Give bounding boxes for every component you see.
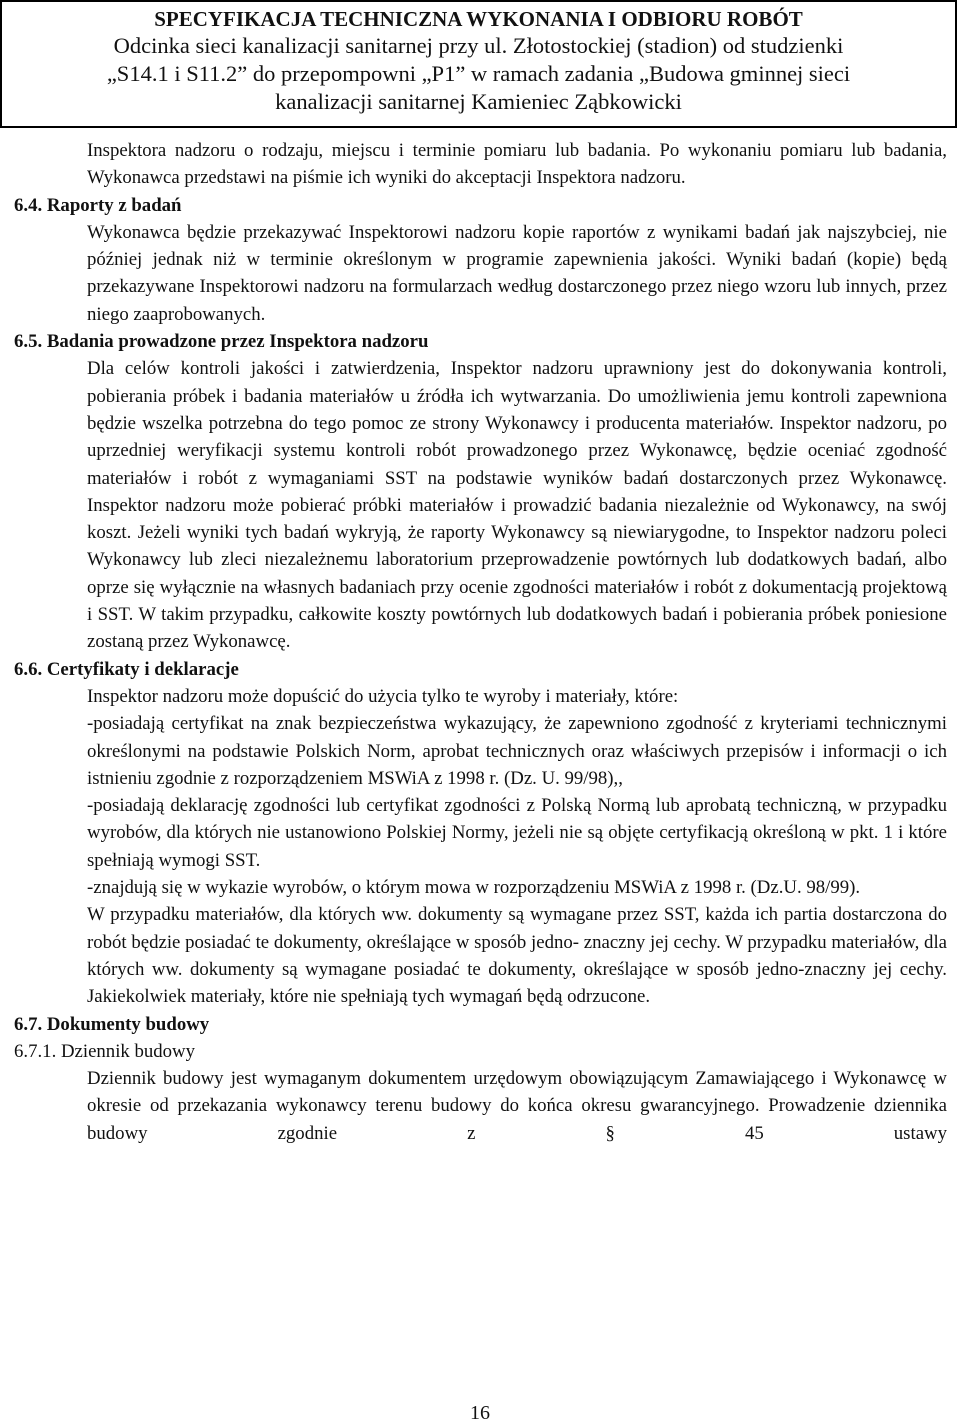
section-6-7-heading: 6.7. Dokumenty budowy (14, 1013, 210, 1035)
project-line-1: Odcinka sieci kanalizacji sanitarnej przy ul. Złotostockiej (stadion) od studzienki (113, 33, 844, 58)
section-6-6-item-1: -posiadają certyfikat na znak bezpieczeństwa wykazujący, że zapewniono zgodność z kryteriami technicznymi określonymi na podstawie Polskich Norm, aprobat technicznych oraz właściwych przepisów i informacji o ich istnieniu zgodnie z rozporządzeniem MSWiA z 1998 r. (Dz. U. 99/98),, (87, 713, 947, 789)
section-6-6-closing: W przypadku materiałów, dla których ww. dokumenty są wymagane przez SST, każda ich partia dostarczona do robót będzie posiadać te dokumenty, określające w sposób jedno- znaczny jej cechy. W przypadku materiałów, dla których ww. dokumenty są wymagane posiadać te dokumenty, określające w sposób jedno-znaczny jej cechy. Jakiekolwiek materiały, które nie spełniają tych wymagań będą odrzucone. (87, 904, 947, 1008)
intro-paragraph: Inspektora nadzoru o rodzaju, miejscu i terminie pomiaru lub badania. Po wykonaniu pomiaru lub badania, Wykonawca przedstawi na piśmie ich wyniki do akceptacji Inspektora nadzoru. (87, 140, 947, 189)
section-6-6-intro: Inspektor nadzoru może dopuścić do użycia tylko te wyroby i materiały, które: (87, 685, 679, 707)
spec-title: SPECYFIKACJA TECHNICZNA WYKONANIA I ODBIORU ROBÓT (154, 7, 803, 31)
section-6-6-item-3: -znajdują się w wykazie wyrobów, o którym mowa w rozporządzeniu MSWiA z 1998 r. (Dz.U. 98/99). (87, 877, 861, 899)
section-6-4-text: Wykonawca będzie przekazywać Inspektorowi nadzoru kopie raportów z wynikami badań jak najszybciej, nie później jednak niż w terminie określonym w programie zapewnienia jakości. Wyniki badań (kopie) będą przekazywane Inspektorowi nadzoru na formularzach według dostarczonego przez niego wzoru lub innych, przez niego zaaprobowanych. (87, 221, 947, 325)
section-6-6-item-2: -posiadają deklarację zgodności lub certyfikat zgodności z Polską Normą lub aprobatą techniczną, w przypadku wyrobów, dla których nie ustanowiono Polskiej Normy, jeżeli nie są objęte certyfikacją określoną w pkt. 1 i które spełniają wymogi SST. (87, 795, 947, 871)
section-6-6-heading: 6.6. Certyfikaty i deklaracje (14, 658, 239, 680)
section-6-7-1-heading: 6.7.1. Dziennik budowy (14, 1040, 196, 1062)
project-line-3: kanalizacji sanitarnej Kamieniec Ząbkowicki (275, 89, 682, 114)
section-6-5-heading: 6.5. Badania prowadzone przez Inspektora nadzoru (14, 331, 429, 353)
section-6-5-text: Dla celów kontroli jakości i zatwierdzenia, Inspektor nadzoru uprawniony jest do dokonywania kontroli, pobierania próbek i badania materiałów u źródła ich wytwarzania. Do umożliwienia jemu kontroli zapewniona będzie wszelka potrzebna do tego pomoc ze strony Wykonawcy i producenta materiałów. Inspektor nadzoru, po uprzedniej weryfikacji systemu kontroli robót prowadzonego przez Wykonawcę, będzie oceniać zgodność materiałów i robót z wymaganiami SST na podstawie wyników badań dostarczonych przez Wykonawcę. Inspektor nadzoru może pobierać próbki materiałów i prowadzić badania niezależnie od Wykonawcy, na swój koszt. Jeżeli wyniki tych badań wykryją, że raporty Wykonawcy są niewiarygodne, to Inspektor nadzoru poleci Wykonawcy lub zleci niezależnemu laboratorium przeprowadzenie powtórnych lub dodatkowych badań, albo oprze się wyłącznie na własnych badaniach przy ocenie zgodności materiałów i robót z dokumentacją projektową i SST. W takim przypadku, całkowite koszty powtórnych lub dodatkowych badań i pobierania próbek poniesione zostaną przez Wykonawcę. (87, 358, 947, 653)
project-line-2: „S14.1 i S11.2” do przepompowni „P1” w ramach zadania „Budowa gminnej sieci (106, 61, 851, 86)
section-6-7-1-text: Dziennik budowy jest wymaganym dokumentem urzędowym obowiązującym Zamawiającego i Wykonawcę w okresie od przekazania wykonawcy terenu budowy do końca okresu gwarancyjnego. Prowadzenie dziennika budowy zgodnie z § 45 ustawy (87, 1068, 947, 1144)
page-number: 16 (470, 1402, 490, 1424)
document-body (14, 137, 947, 1147)
document-header (0, 0, 957, 128)
section-6-4-heading: 6.4. Raporty z badań (14, 194, 182, 216)
